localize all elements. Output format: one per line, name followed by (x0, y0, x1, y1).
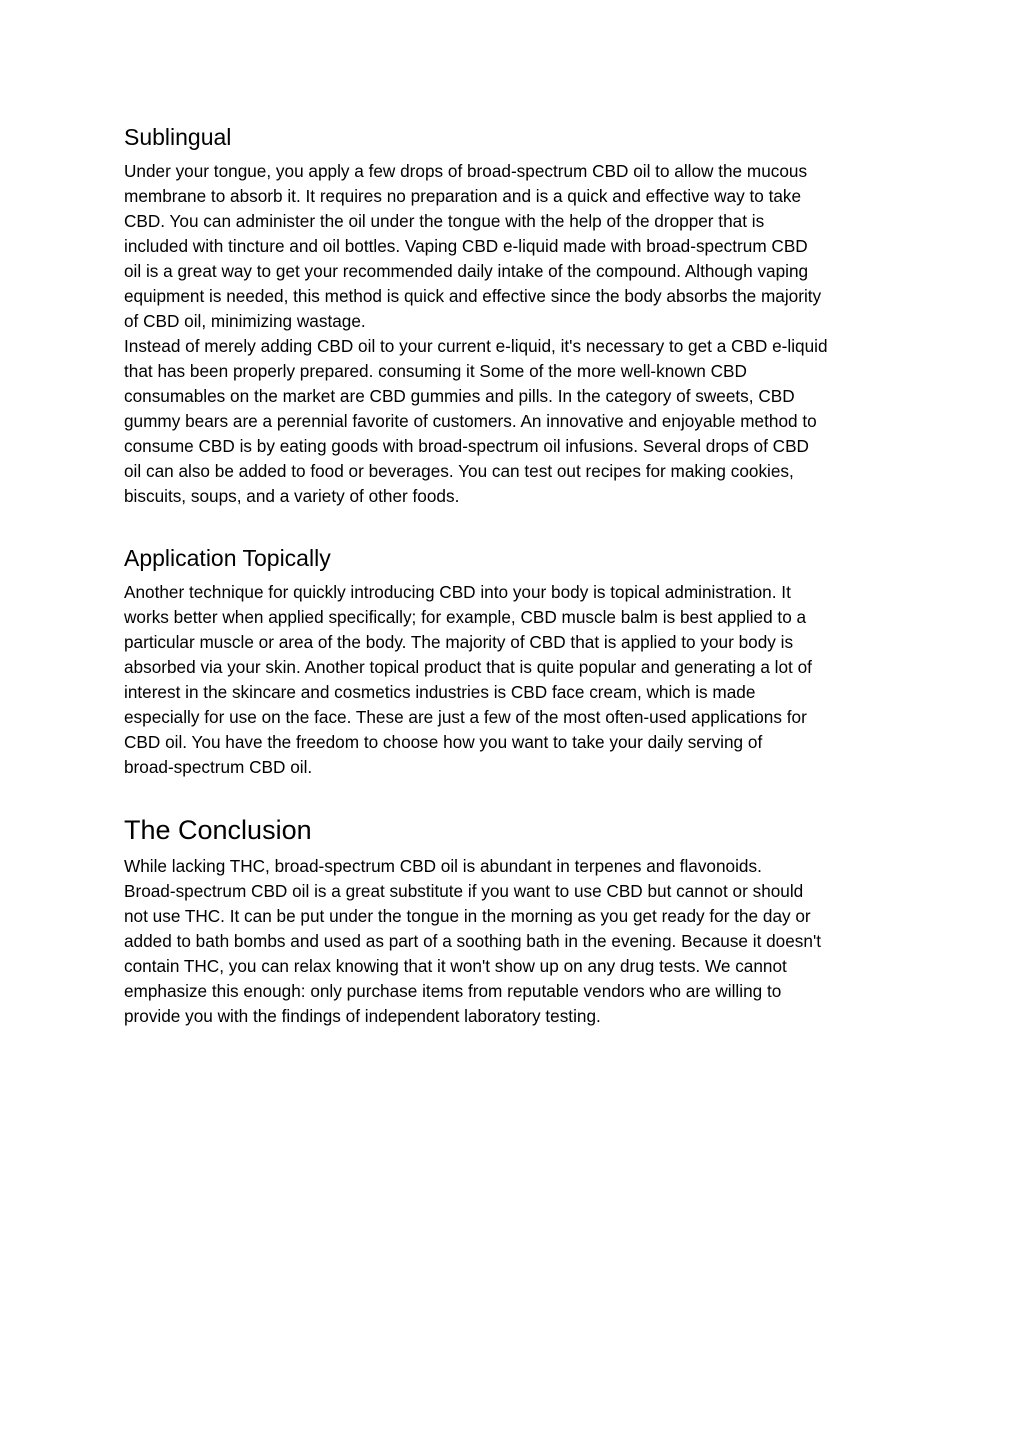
body-line: membrane to absorb it. It requires no preparation and is a quick and effective way to take (124, 186, 802, 206)
document-page (124, 122, 904, 1029)
body-line: added to bath bombs and used as part of a soothing bath in the evening. Because it doesn't (124, 931, 822, 951)
body-line: CBD oil. You have the freedom to choose how you want to take your daily serving of (124, 732, 763, 752)
body-line: biscuits, soups, and a variety of other foods. (124, 486, 460, 506)
body-line: works better when applied specifically; for example, CBD muscle balm is best applied to a (124, 607, 807, 627)
section-body (124, 580, 904, 780)
body-line: interest in the skincare and cosmetics industries is CBD face cream, which is made (124, 682, 756, 702)
body-line: of CBD oil, minimizing wastage. (124, 311, 366, 331)
body-line: broad-spectrum CBD oil. (124, 757, 313, 777)
section-application-topically (124, 543, 904, 780)
section-sublingual (124, 122, 904, 509)
body-line: particular muscle or area of the body. The majority of CBD that is applied to your body is (124, 632, 794, 652)
body-line: oil can also be added to food or beverages. You can test out recipes for making cookies, (124, 461, 794, 481)
section-heading: Sublingual (124, 124, 232, 150)
body-line: contain THC, you can relax knowing that it won't show up on any drug tests. We cannot (124, 956, 787, 976)
body-line: emphasize this enough: only purchase items from reputable vendors who are willing to (124, 981, 782, 1001)
body-line: While lacking THC, broad-spectrum CBD oil is abundant in terpenes and flavonoids. (124, 856, 762, 876)
body-line: included with tincture and oil bottles. Vaping CBD e-liquid made with broad-spectrum CBD (124, 236, 808, 256)
body-line: Another technique for quickly introducing CBD into your body is topical administration. It (124, 582, 791, 602)
body-line: not use THC. It can be put under the tongue in the morning as you get ready for the day or (124, 906, 811, 926)
section-heading: The Conclusion (124, 815, 312, 845)
body-line: Broad-spectrum CBD oil is a great substitute if you want to use CBD but cannot or should (124, 881, 804, 901)
section-body (124, 159, 904, 509)
body-line: especially for use on the face. These are just a few of the most often-used applications for (124, 707, 807, 727)
body-line: Under your tongue, you apply a few drops of broad-spectrum CBD oil to allow the mucous (124, 161, 808, 181)
body-line: provide you with the findings of independent laboratory testing. (124, 1006, 601, 1026)
body-line: consume CBD is by eating goods with broad-spectrum oil infusions. Several drops of CBD (124, 436, 809, 456)
body-line: absorbed via your skin. Another topical product that is quite popular and generating a lot of (124, 657, 812, 677)
body-line: equipment is needed, this method is quick and effective since the body absorbs the majority (124, 286, 822, 306)
body-line: oil is a great way to get your recommended daily intake of the compound. Although vaping (124, 261, 809, 281)
body-line: consumables on the market are CBD gummies and pills. In the category of sweets, CBD (124, 386, 795, 406)
body-line: Instead of merely adding CBD oil to your current e-liquid, it's necessary to get a CBD e-liquid (124, 336, 828, 356)
section-heading: Application Topically (124, 545, 331, 571)
section-body (124, 854, 904, 1029)
body-line: gummy bears are a perennial favorite of customers. An innovative and enjoyable method to (124, 411, 817, 431)
body-line: CBD. You can administer the oil under the tongue with the help of the dropper that is (124, 211, 765, 231)
body-line: that has been properly prepared. consuming it Some of the more well-known CBD (124, 361, 747, 381)
section-conclusion (124, 813, 904, 1029)
